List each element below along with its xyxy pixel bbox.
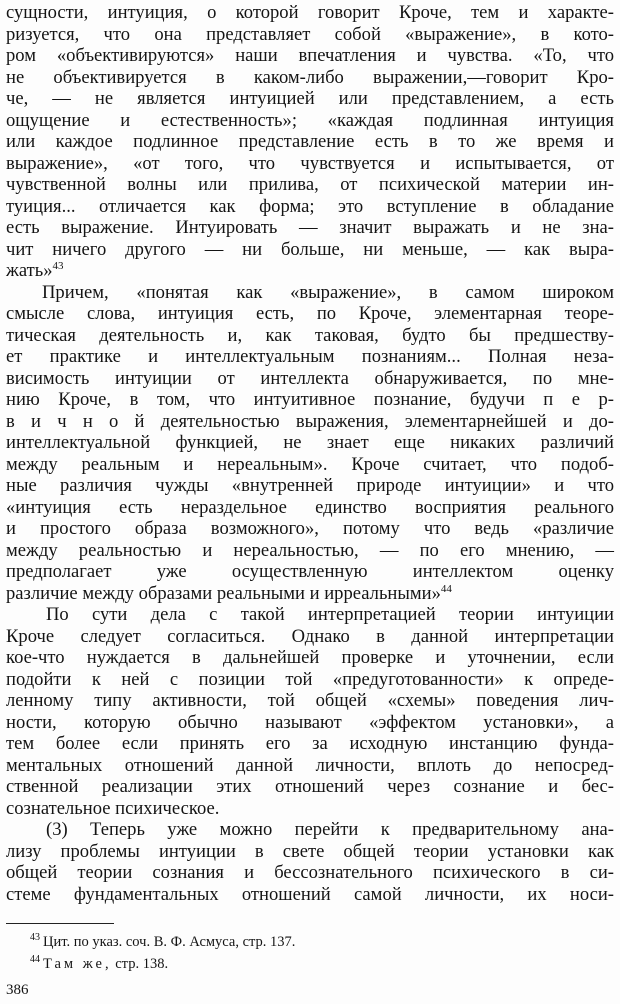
text-line: лизу проблемы интуиции в свете общей теории установки как [6,840,614,862]
footnote-ref-44[interactable]: 44 [440,582,452,595]
text-line: (3) Теперь уже можно перейти к предварительному ана- [46,819,614,840]
text-line-last [6,260,614,282]
text-line: ленному типу активности, той общей «схемы» поведения лич- [6,690,614,711]
text-line: че, — не является интуицией или представлением, а есть [6,88,614,109]
text-fragment: жать» [6,260,53,281]
text-line: смысле слова, интуиция есть, по Кроче, элементарная теоре- [6,303,614,324]
text-line: есть выражение. Интуировать — значит выражать и не зна- [6,217,614,238]
text-line: тем более если принять его за исходную инстанцию фунда- [6,733,614,754]
text-line: тическая деятельность и, как таковая, будто бы предшеству- [6,324,614,346]
footnote-number: 43 [30,932,40,944]
text-line: выражение», «от того, что чувствуется и испытывается, от [6,152,614,174]
text-line: ром «объективируются» наши впечатления и чувства. «То, что [6,45,614,66]
text-line: Причем, «понятая как «выражение», в самом широком [42,281,614,303]
text-line: чит ничего другого — ни больше, ни меньше, — как выра- [6,238,614,260]
footnote-ibid: Там же, [43,956,112,972]
text-line: подойти к ней с позиции той «предуготованности» к опреде- [6,668,614,690]
text-line: стеме фундаментальных отношений самой личности, их носи- [6,883,614,905]
text-fragment: различие между образами реальными и ирреальными» [6,582,441,604]
text-line: туиция... отличается как форма; это вступление в обладание [6,195,614,217]
text-line: чувственной волны или прилива, от психической материи ин- [6,174,614,195]
text-line: нию Кроче, в том, что интуитивное познание, будучи п е р- [6,389,614,410]
text-line: между реальным и нереальным». Кроче считает, что подоб- [6,453,614,475]
footnote-43 [30,931,295,953]
text-line-last [6,583,614,605]
text-line: интеллектуальной функцией, не знает еще никаких различий [6,432,614,453]
text-line: общей теории сознания и бессознательного психического в си- [6,862,614,883]
footnote-44 [30,953,295,975]
text-line: висимость интуиции от интеллекта обнаруживается, по мне- [6,367,614,389]
footnote-text: стр. 138. [111,956,169,972]
footnote-text: Цит. по указ. соч. В. Ф. Асмуса, стр. 137. [43,934,296,950]
footnote-number: 44 [30,954,40,966]
text-line: или каждое подлинное представление есть в то же время и [6,131,614,152]
text-line: в и ч н о й деятельностью выражения, элементарнейшей и до- [6,410,614,432]
text-line: не объективируется в каком-либо выражении,—говорит Кро- [6,66,614,88]
text-line: ризуется, что она представляет собой «выражение», в кото- [6,23,614,45]
text-line: между реальностью и нереальностью, — по его мнению, — [6,539,614,561]
text-line: По сути дела с такой интерпретацией теории интуиции [46,604,614,625]
text-line: кое-что нуждается в дальнейшей проверке и уточнении, если [6,647,614,668]
text-line: предполагает уже осуществленную интеллектом оценку [6,561,614,582]
text-line: ощущение и естественность»; «каждая подлинная интуиция [6,109,614,131]
text-line: ментальных отношений данной личности, вплоть до непосред- [6,754,614,776]
text-line: ности, которую обычно называют «эффектом установки», а [6,711,614,733]
footnotes [30,931,295,975]
text-line: сущности, интуиция, о которой говорит Кроче, тем и характе- [6,2,614,23]
footnote-divider [6,923,114,924]
text-line: ственной реализации этих отношений через сознание и бес- [6,776,614,797]
page-number: 386 [6,982,29,998]
text-line: ет практике и интеллектуальным познаниям... Полная неза- [6,346,614,367]
text-line-last: сознательное психическое. [6,797,220,819]
body-text [6,2,614,905]
text-line: Кроче следует согласиться. Однако в данной интерпретации [6,625,614,647]
footnote-ref-43[interactable]: 43 [52,259,64,272]
text-line: «интуиция есть нераздельное единство восприятия реального [6,496,614,518]
text-line: и простого образа возможного», потому что ведь «различие [6,518,614,539]
text-line: ные различия чужды «внутренней природе интуиции» и что [6,475,614,496]
